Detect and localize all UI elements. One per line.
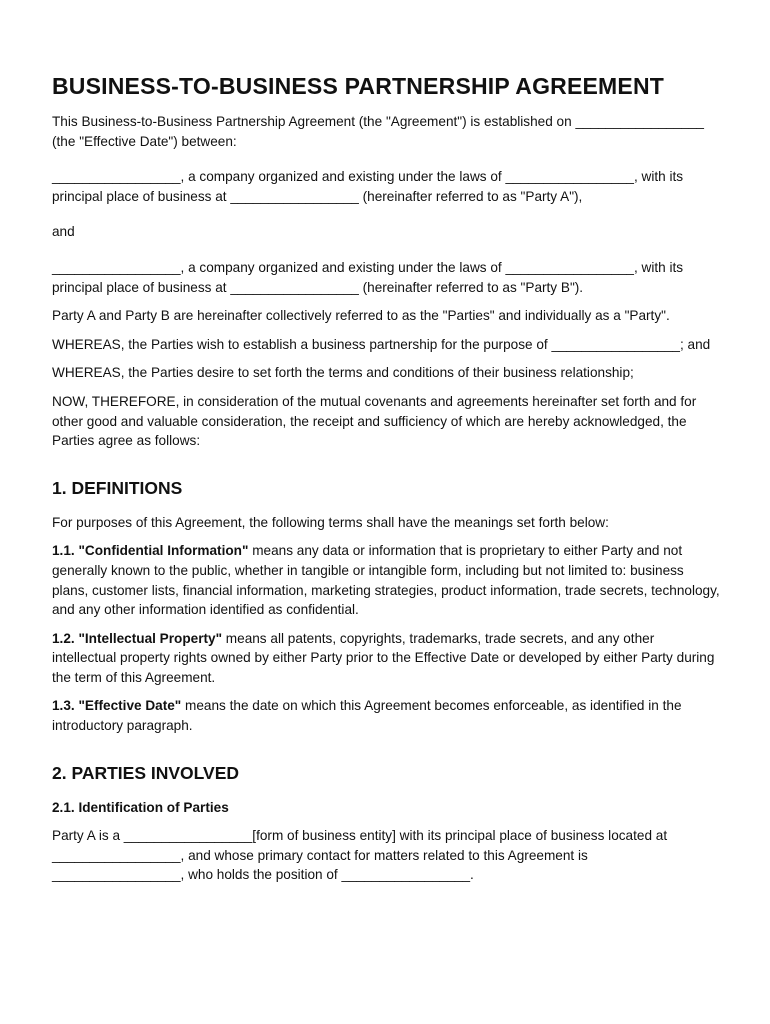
definition-effective-date — [52, 696, 722, 735]
definition-text: means the date on which this Agreement becomes enforceable, as identified in the introductory paragraph. — [52, 698, 682, 734]
whereas-paragraph-1: WHEREAS, the Parties wish to establish a business partnership for the purpose of _________________; and — [52, 336, 711, 352]
section-2-1-heading: 2.1. Identification of Parties — [52, 799, 229, 815]
section-1-heading: 1. DEFINITIONS — [52, 477, 183, 498]
section-2-heading: 2. PARTIES INVOLVED — [52, 762, 240, 783]
definition-term: 1.3. "Effective Date" — [52, 698, 182, 714]
and-text: and — [52, 224, 75, 240]
whereas-paragraph-2: WHEREAS, the Parties desire to set forth the terms and conditions of their business relationship; — [52, 365, 634, 381]
collective-paragraph: Party A and Party B are hereinafter collectively referred to as the "Parties" and individually as a "Party". — [52, 308, 670, 324]
definitions-intro: For purposes of this Agreement, the following terms shall have the meanings set forth below: — [52, 514, 609, 530]
document-title: BUSINESS-TO-BUSINESS PARTNERSHIP AGREEMENT — [52, 73, 665, 99]
document-page — [52, 70, 722, 894]
definition-confidential-information — [52, 541, 722, 619]
definition-term: 1.1. "Confidential Information" — [52, 543, 249, 559]
definition-text: means any data or information that is proprietary to either Party and not generally known to the public, whether in tangible or intangible form, including but not limited to: business plans, customer lists, financial information, marketing strategies, product information, trade secrets, technology, and any other information identified as confidential. — [52, 543, 720, 618]
definition-term: 1.2. "Intellectual Property" — [52, 630, 223, 646]
intro-paragraph: This Business-to-Business Partnership Agreement (the "Agreement") is established on _________________ (the "Effective Date") between: — [52, 114, 704, 149]
party-b-paragraph: _________________, a company organized and existing under the laws of _________________, with its principal place of business at _________________ (hereinafter referred to as "Party B"). — [52, 259, 684, 295]
party-a-paragraph: _________________, a company organized and existing under the laws of _________________, with its principal place of business at _________________ (hereinafter referred to as "Party A"), — [52, 169, 684, 204]
definition-intellectual-property — [52, 629, 722, 688]
definition-text: means all patents, copyrights, trademarks, trade secrets, and any other intellectual property rights owned by either Party prior to the Effective Date or developed by either Party during the term of this Agreement. — [52, 630, 715, 685]
now-therefore-paragraph: NOW, THEREFORE, in consideration of the mutual covenants and agreements hereinafter set forth and for other good and valuable consideration, the receipt and sufficiency of which are hereby acknowledged, the Parties agree as follows: — [52, 393, 697, 449]
identification-paragraph: Party A is a _________________[form of business entity] with its principal place of business located at _________________, and whose primary contact for matters related to this Agreement is _________________, who holds the position of _________________. — [52, 828, 668, 883]
